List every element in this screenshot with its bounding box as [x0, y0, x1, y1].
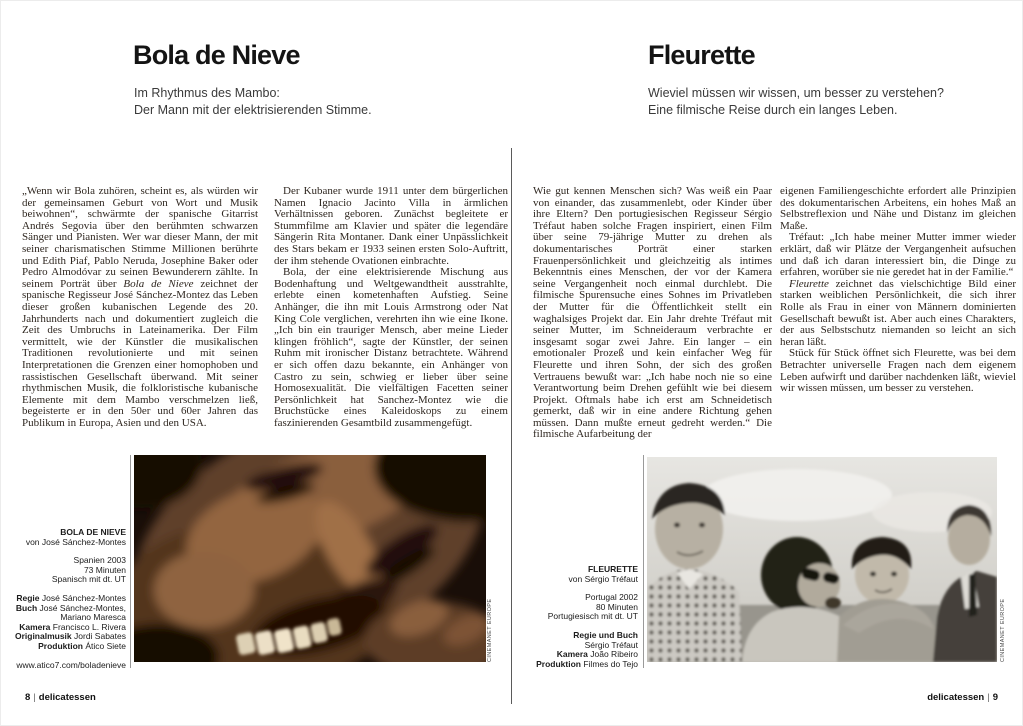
body-paragraph: Tréfaut: „Ich habe meiner Mutter immer wieder erklärt, daß wir Plätze der Vergangenheit aufsuchen und daß ich daran interessiert bin, die Dinge zu erfahren, worüber sie nie geredet hat in der Familie.“ — [780, 231, 1016, 279]
credit-details: Portugal 2002 80 Minuten Portugiesisch mit dt. UT — [547, 592, 638, 622]
credit-crew — [6, 594, 126, 652]
page-number: 8 — [25, 692, 31, 703]
body-paragraph: „Wenn wir Bola zuhören, scheint es, als würden wir der gemeinsamen Geburt von Wort und Musik beiwohnen“, schwärmte der spanische Gitarrist Andrés Segovia über den berühmten schwarzen Sänger und Pianisten. Wer war dieser Mann, der mit seiner charismatischen Stimme Millionen berührte und Edith Piaf, Pablo Neruda, Josephine Baker oder Pedro Almodóvar zu seinen Bewunderern zählte. In seinem Porträt über Bola de Nieve zeichnet der spanische Regisseur José Sánchez-Montez das Leben dieser großen kubanischen Legende des 20. Jahrhunderts nach und dokumentiert zugleich die Zeit des Umbruchs in Lateinamerika. Der Film vermittelt, wie der Künstler die musikalischen Traditionen revolutionierte und mit seinen Interpretationen die Grenzen einer homophoben und rassistischen Gesellschaft überwand. Mit seiner rhythmischen Musik, die folkloristische kubanische Elemente mit dem Mambo verschmelzen ließ, begeisterte er in den 50er und 60er Jahren das Publikum in Europa, Asien und den USA. — [22, 185, 258, 429]
body-column-left-2 — [274, 186, 508, 429]
publication-name: delicatessen — [927, 692, 985, 703]
body-column-left-1 — [22, 186, 258, 429]
credit-line: Buch José Sánchez-Montes, — [15, 602, 126, 613]
family-photo-illustration — [647, 457, 997, 662]
footer-separator: | — [33, 692, 36, 703]
credit-line: Sérgio Tréfaut — [584, 639, 638, 650]
film-credits-left — [6, 528, 126, 670]
body-paragraph: Bola, der eine elektrisierende Mischung aus Bodenhaftung und Weltgewandtheit ausstrahlte, erlebte einen kometenhaften Aufstieg. Seine Anhänger, die ihn mit Louis Armstrong oder Nat King Cole verglichen, verehrten ihn wie eine Ikone. „Ich bin ein trauriger Mensch, aber meine Lieder klingen fröhlich“, sagte der Künstler, der seinen Ruhm mit ironischer Distanz betrachtete. Während er sich offen dazu bekannte, ein Anhänger von Castro zu sein, schwieg er lieber über seine Homosexualität. Die vielfältigen Facetten seiner Persönlichkeit hat Sanchez-Montez wie die Bruchstücke eines Kaleidoskops zu einem faszinierenden Gesamtbild zusammengefügt. — [274, 266, 508, 429]
page-subtitle-left: Im Rhythmus des Mambo: Der Mann mit der elektrisierenden Stimme. — [134, 86, 372, 117]
body-column-right-1 — [533, 186, 772, 441]
body-paragraph: Der Kubaner wurde 1911 unter dem bürgerlichen Namen Ignacio Jacinto Villa in ärmlichen Verhältnissen geboren. Zunächst begleitete er Stummfilme am Klavier und später die legendäre Sängerin Rita Montaner. Dank einer Unpässlichkeit des Stars bekam er 1933 seinen ersten Solo-Auftritt, der ihm stehende Ovationen einbrachte. — [274, 185, 508, 267]
body-paragraph: Wie gut kennen Menschen sich? Was weiß ein Paar von einander, das zusammenlebt, oder Kinder über ihre Eltern? Den portugiesischen Regisseur Sérgio Tréfaut haben solche Fragen inspiriert, einen Film über seine 79-jährige Mutter zu drehen als dokumentarisches Porträt einer starken Frauenpersönlichkeit und gleichzeitig als intimes Bekenntnis eines Menschen, der vor der Kamera seine Vergangenheit noch einmal durchlebt. Die filmische Spurensuche eines Sohnes im Privatleben der Mutter für die Öffentlichkeit stellt ein waghalsiges Projekt dar. Ein Jahr drehte Tréfaut mit seiner Mutter, im Schneideraum verbrachte er insgesamt sogar zwei Jahre. Ein langer – ein emotionaler Prozeß und kein einfacher Weg für Fleurette und ihren Sohn, der sich des großen Vertrauens bewußt war: „Ich habe noch nie so eine Verantwortung beim Drehen gefühlt wie bei diesem Projekt. Oftmals habe ich erst am Schneidetisch gemerkt, daß wir in eine andere Richtung gehen müssen. Dann mußte erneut gedreht werden.“ Die filmische Aufarbeitung der — [533, 185, 772, 441]
page-footer-right — [780, 692, 998, 703]
credit-film-title: FLEURETTE — [587, 564, 638, 574]
credit-line: Originalmusik Jordi Sabates — [14, 631, 126, 642]
credit-details: Spanien 2003 73 Minuten Spanisch mit dt. UT — [51, 555, 126, 585]
body-column-right-2 — [780, 186, 1016, 395]
credit-line: Regie José Sánchez-Montes — [16, 592, 126, 603]
page-footer-left — [25, 692, 96, 703]
footer-separator: | — [987, 692, 990, 703]
photo-credit-left: CINEMANET EUROPE — [487, 598, 493, 662]
page-subtitle-right: Wieviel müssen wir wissen, um besser zu verstehen? Eine filmische Reise durch ein langes Leben. — [648, 86, 944, 117]
credit-byline: von Sérgio Tréfaut — [568, 573, 638, 584]
credit-line: Produktion Filmes do Tejo — [536, 658, 638, 669]
photo-credit-right: CINEMANET EUROPE — [1000, 598, 1006, 662]
body-paragraph: Fleurette zeichnet das vielschichtige Bild einer starken weiblichen Persönlichkeit, die sich ihrer Rolle als Frau in einer von Männern dominierten Gesellschaft bewußt ist. Aber auch eines Charakters, der aus Selbstschutz niemanden so leicht an sich heran läßt. — [780, 277, 1016, 348]
credit-film-title: BOLA DE NIEVE — [60, 527, 126, 537]
body-paragraph: eigenen Familiengeschichte erfordert alle Prinzipien des dokumentarischen Arbeitens, ein hohes Maß an Selbstreflexion und Nähe und Distanz im gleichen Maße. — [780, 185, 1016, 232]
credit-line: Kamera João Ribeiro — [556, 649, 638, 660]
film-credits-right — [430, 565, 638, 669]
film-website-link[interactable]: www.atico7.com/boladenieve — [16, 659, 126, 670]
credit-crew — [430, 631, 638, 669]
publication-name: delicatessen — [38, 692, 96, 703]
film-still-fleurette — [647, 457, 997, 662]
credit-line: Mariano Maresca — [60, 612, 126, 623]
credit-line: Regie und Buch — [573, 629, 638, 640]
page-title-left: Bola de Nieve — [133, 40, 300, 70]
page-number: 9 — [992, 692, 998, 703]
body-paragraph: Stück für Stück öffnet sich Fleurette, was bei dem Betrachter universelle Fragen nach dem eigenem Leben aufwirft und darüber nachdenken läßt, wieviel wir wissen müssen, um besser zu verstehen. — [780, 347, 1016, 395]
credit-line: Produktion Ático Siete — [38, 640, 126, 651]
credit-byline: von José Sánchez-Montes — [25, 536, 126, 547]
credits-photo-divider-left — [130, 455, 131, 668]
page-title-right: Fleurette — [648, 40, 755, 70]
credit-line: Kamera Francisco L. Rivera — [19, 621, 126, 632]
credits-photo-divider-right — [643, 455, 644, 668]
